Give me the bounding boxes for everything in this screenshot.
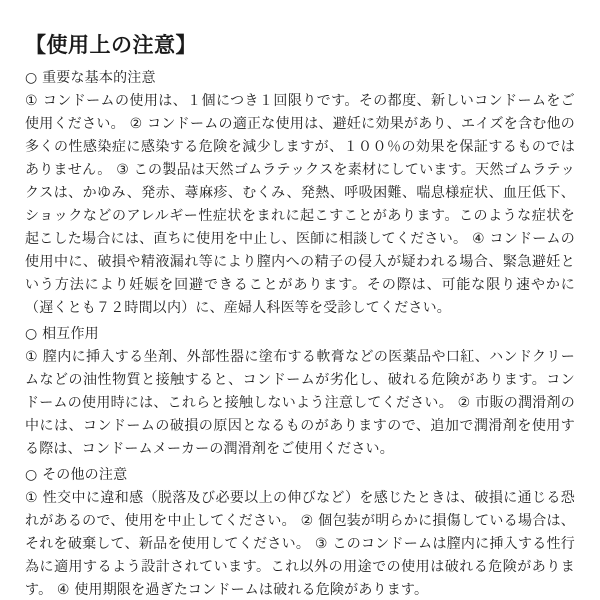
- section-important-basic-precautions: [25, 67, 575, 320]
- section-body: ① コンドームの使用は、１個につき１回限りです。その都度、新しいコンドームをご使用ください。 ② コンドームの適正な使用は、避妊に効果があり、エイズを含む他の多くの性感染症に感染する危険を減少しますが、１００％の効果を保証するものではありません。 ③ この製品は天然ゴムラテックスを素材にしています。天然ゴムラテックスは、かゆみ、発赤、蕁麻疹、むくみ、発熱、呼吸困難、喘息様症状、血圧低下、ショックなどのアレルギー性症状をまれに起こすことがあります。このような症状を起こした場合には、直ちに使用を中止し、医師に相談してください。 ④ コンドームの使用中に、破損や精液漏れ等により膣内への精子の侵入が疑われる場合、緊急避妊という方法により妊娠を回避できることがあります。その際は、可能な限り速やかに（遅くとも７２時間以内）に、産婦人科医等を受診してください。: [25, 93, 575, 316]
- section-heading: ○ 重要な基本的注意: [25, 70, 156, 86]
- section-body: ① 性交中に違和感（脱落及び必要以上の伸びなど）を感じたときは、破損に通じる恐れがあるので、使用を中止してください。 ② 個包装が明らかに損傷している場合は、それを破棄して、新品を使用してください。 ③ このコンドームは膣内に挿入する性行為に適用するよう設計されています。これ以外の用途での使用は破れる危険があります。 ④ 使用期限を過ぎたコンドームは破れる危険があります。: [25, 490, 575, 598]
- section-interactions: [25, 323, 575, 461]
- section-heading: ○ 相互作用: [25, 326, 99, 342]
- section-body: ① 膣内に挿入する坐剤、外部性器に塗布する軟膏などの医薬品や口紅、ハンドクリームなどの油性物質と接触すると、コンドームが劣化し、破れる危険があります。コンドームの使用時には、これらと接触しないよう注意してください。 ② 市販の潤滑剤の中には、コンドームの破損の原因となるものがありますので、追加で潤滑剤を使用する際は、コンドームメーカーの潤滑剤をご使用ください。: [25, 349, 575, 457]
- section-other-precautions: [25, 464, 575, 600]
- page-title: 【使用上の注意】: [25, 33, 197, 57]
- section-heading: ○ その他の注意: [25, 467, 128, 483]
